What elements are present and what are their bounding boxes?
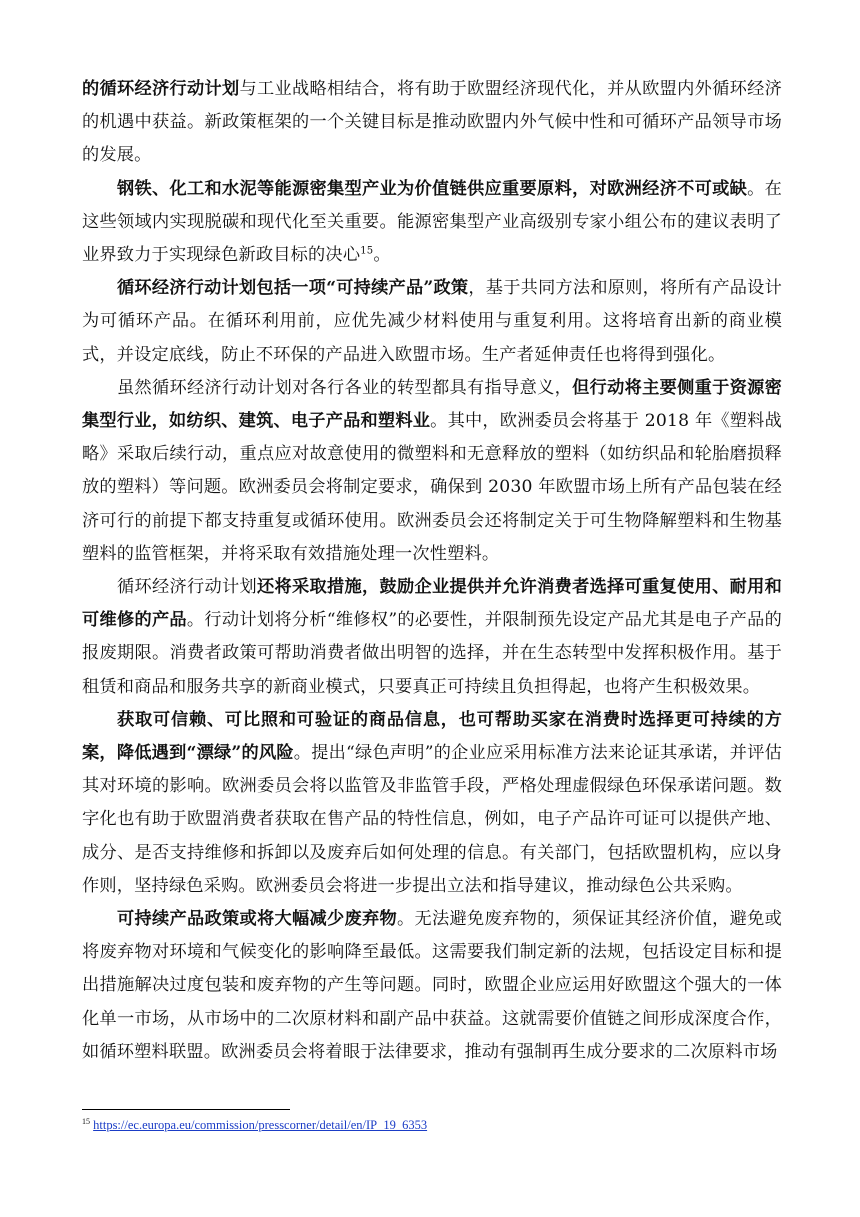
bold-text-run: 循环经济行动计划包括一项“可持续产品”政策 [117, 278, 469, 299]
text-run: 。在这些领域内实现脱碳和现代化至关重要。能源密集型产业高级别专家小组公布的建议表明了业界致力于实现绿色新政目标的决心 [82, 178, 782, 266]
text-run: 与工业战略相结合，将有助于欧盟经济现代化，并从欧盟内外循环经济的机遇中获益。新政策框架的一个关键目标是推动欧盟内外气候中性和可循环产品领导市场的发展。 [82, 79, 782, 166]
text-run: 虽然循环经济行动计划对各行各业的转型都具有指导意义， [117, 377, 573, 398]
bold-text-run: 的循环经济行动计划 [82, 79, 240, 99]
text-run: 。提出“绿色声明”的企业应采用标准方法来论证其承诺，并评估其对环境的影响。欧洲委员会将以监管及非监管手段，严格处理虚假绿色环保承诺问题。数字化也有助于欧盟消费者获取在售产品的特性信息，例如，电子产品许可证可以提供产地、成分、是否支持维修和拆卸以及废弃后如何处理的信息。有关部门，包括欧盟机构，应以身作则，坚持绿色采购。欧洲委员会将进一步提出立法和指导建议，推动绿色公共采购。 [82, 743, 782, 896]
footnote [82, 1117, 427, 1133]
footnote-link[interactable]: https://ec.europa.eu/commission/presscorner/detail/en/IP_19_6353 [93, 1118, 428, 1132]
paragraph-p3 [82, 272, 782, 372]
bold-text-run: 可持续产品政策或将大幅减少废弃物 [117, 909, 398, 930]
paragraph-p5 [82, 571, 782, 704]
footnote-number: 15 [82, 1116, 90, 1126]
paragraph-p2 [82, 173, 782, 273]
paragraph-p1 [82, 73, 782, 173]
paragraph-p7 [82, 903, 782, 1069]
paragraph-p6 [82, 704, 782, 903]
text-run: 循环经济行动计划 [117, 577, 258, 598]
text-run: 。无法避免废弃物的，须保证其经济价值，避免或将废弃物对环境和气候变化的影响降至最低。这需要我们制定新的法规，包括设定目标和提出措施解决过度包装和废弃物的产生等问题。同时，欧盟企业应运用好欧盟这个强大的一体化单一市场，从市场中的二次原材料和副产品中获益。这就需要价值链之间形成深度合作，如循环塑料联盟。欧洲委员会将着眼于法律要求，推动有强制再生成分要求的二次原料市场 [82, 909, 782, 1062]
bold-text-run: 还将采取措施，鼓励企业提供并允许消费者选择可重复使用、耐用和可维修的产品 [82, 577, 782, 631]
bold-text-run: 获取可信赖、可比照和可验证的商品信息，也可帮助买家在消费时选择更可持续的方案，降低遇到“漂绿”的风险 [82, 709, 782, 764]
text-run: 。 [373, 245, 391, 266]
text-run: ，基于共同方法和原则，将所有产品设计为可循环产品。在循环利用前，应优先减少材料使用与重复利用。这将培育出新的商业模式，并设定底线，防止不环保的产品进入欧盟市场。生产者延伸责任也将得到强化。 [82, 278, 782, 365]
bold-text-run: 钢铁、化工和水泥等能源密集型产业为价值链供应重要原料，对欧洲经济不可或缺 [117, 178, 748, 199]
footnote-separator [82, 1109, 290, 1110]
bold-text-run: 但行动将主要侧重于资源密集型行业，如纺织、建筑、电子产品和塑料业 [82, 377, 782, 432]
text-run: 。其中，欧洲委员会将基于 2018 年《塑料战略》采取后续行动，重点应对故意使用的微塑料和无意释放的塑料（如纺织品和轮胎磨损释放的塑料）等问题。欧洲委员会将制定要求，确保到 2030 年欧盟市场上所有产品包装在经济可行的前提下都支持重复或循环使用。欧洲委员会还将制定关于可生物降解塑料和生物基塑料的监管框架，并将采取有效措施处理一次性塑料。 [82, 411, 782, 564]
text-run: 。行动计划将分析“维修权”的必要性，并限制预先设定产品尤其是电子产品的报废期限。消费者政策可帮助消费者做出明智的选择，并在生态转型中发挥积极作用。基于租赁和商品和服务共享的新商业模式，只要真正可持续且负担得起，也将产生积极效果。 [82, 610, 783, 697]
body-text [82, 73, 782, 1069]
paragraph-p4 [82, 372, 782, 571]
footnote-ref[interactable]: 15 [360, 245, 374, 257]
